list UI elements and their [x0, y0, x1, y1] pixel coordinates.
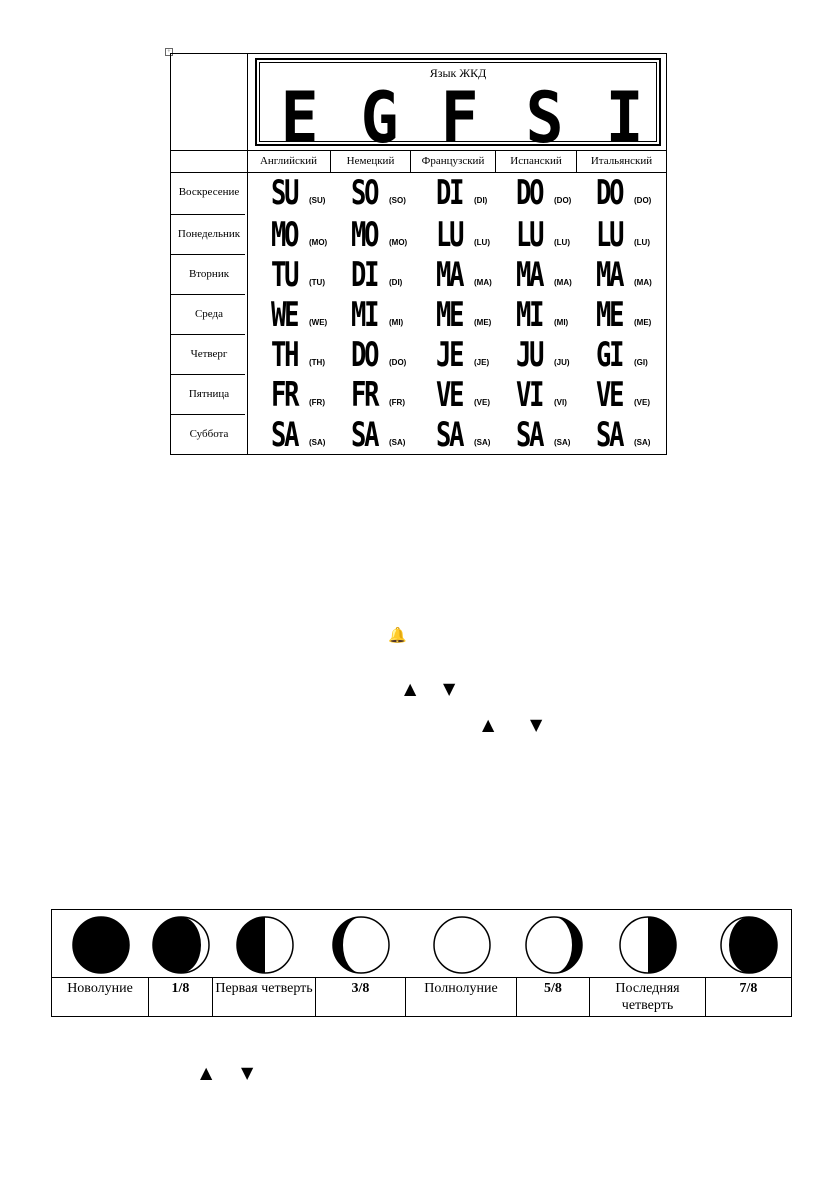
- table-divider: [171, 414, 245, 415]
- weekday-code-caption: (VE): [634, 398, 650, 407]
- weekday-code-caption: (SU): [309, 196, 326, 205]
- weekday-code-caption: (MA): [474, 278, 492, 287]
- lcd-weekday-code: TU: [271, 255, 298, 295]
- weekday-code-caption: (SA): [309, 438, 326, 447]
- moon-phase-icon: [316, 910, 406, 977]
- svg-text:F: F: [440, 82, 479, 146]
- lcd-weekday-code: VE: [596, 375, 623, 415]
- lcd-weekday-code: JU: [516, 335, 543, 375]
- weekday-code-cell: [436, 335, 520, 375]
- lcd-weekday-code: MA: [596, 255, 623, 295]
- language-italian: Итальянский: [590, 155, 653, 167]
- weekday-label: Вторник: [188, 268, 230, 280]
- lcd-letter-i: [602, 82, 652, 146]
- weekday-label: Среда: [194, 308, 224, 320]
- bell-icon: 🔔: [388, 626, 407, 644]
- moon-phase-icon: [517, 910, 590, 977]
- lcd-weekday-code: MI: [351, 295, 378, 335]
- lcd-letter-g: [357, 82, 407, 146]
- weekday-code-caption: (DO): [389, 358, 407, 367]
- weekday-code-caption: (GI): [634, 358, 648, 367]
- moon-phase-label: Новолуние: [52, 978, 149, 1016]
- weekday-code-cell: [436, 295, 520, 335]
- table-anchor-icon: +: [165, 48, 173, 56]
- weekday-code-caption: (WE): [309, 318, 328, 327]
- lcd-weekday-code: TH: [271, 335, 298, 375]
- svg-text:S: S: [525, 82, 564, 146]
- weekday-code-caption: (LU): [554, 238, 570, 247]
- moon-phase-icon: [590, 910, 706, 977]
- language-french: Французский: [411, 150, 496, 172]
- up-arrow-icon: ▲: [404, 679, 417, 698]
- lcd-weekday-code: MO: [271, 215, 298, 255]
- lcd-weekday-code: LU: [596, 215, 623, 255]
- weekday-code-cell: [436, 415, 520, 455]
- svg-text:I: I: [605, 82, 644, 146]
- lcd-weekday-code: DI: [436, 173, 463, 213]
- weekday-code-cell: [516, 215, 600, 255]
- weekday-code-cell: [271, 215, 355, 255]
- lcd-weekday-code: SA: [596, 415, 623, 455]
- lcd-weekday-code: MI: [516, 295, 543, 335]
- lcd-display: [255, 58, 661, 146]
- lcd-weekday-code: SA: [516, 415, 543, 455]
- weekday-code-cell: [596, 415, 680, 455]
- table-divider: [171, 254, 245, 255]
- language-english: Английский: [247, 150, 331, 172]
- lcd-weekday-code: MO: [351, 215, 378, 255]
- moon-phase-label: 3/8: [316, 978, 406, 1016]
- weekday-code-cell: [516, 335, 600, 375]
- weekday-code-caption: (TU): [309, 278, 325, 287]
- weekday-code-cell: [271, 415, 355, 455]
- lcd-weekday-code: SU: [271, 173, 298, 213]
- lcd-weekday-code: SA: [271, 415, 298, 455]
- weekday-code-cell: [271, 375, 355, 415]
- language-spanish: Испанский: [496, 150, 577, 172]
- down-arrow-icon: ▼: [443, 679, 456, 698]
- weekday-code-caption: (MI): [389, 318, 404, 327]
- weekday-code-caption: (MA): [554, 278, 572, 287]
- language-german: Немецкий: [331, 150, 411, 172]
- weekday-code-caption: (FR): [309, 398, 325, 407]
- moon-phase-label: Полнолуние: [406, 978, 517, 1016]
- moon-phase-icon: [213, 910, 316, 977]
- weekday-code-caption: (DI): [474, 196, 488, 205]
- weekday-code-caption: (VI): [554, 398, 567, 407]
- weekday-code-caption: (JE): [474, 358, 490, 367]
- weekday-code-cell: [516, 375, 600, 415]
- weekday-code-cell: [436, 375, 520, 415]
- weekday-code-caption: (FR): [389, 398, 405, 407]
- lcd-weekday-code: SO: [351, 173, 378, 213]
- weekday-code-caption: (ME): [634, 318, 652, 327]
- weekday-code-cell: [596, 173, 680, 213]
- moon-phase-label: 7/8: [739, 981, 758, 996]
- lcd-letter-e: [277, 82, 327, 146]
- lcd-weekday-code: GI: [596, 335, 623, 375]
- weekday-label: Понедельник: [177, 228, 241, 240]
- lcd-weekday-code: SA: [436, 415, 463, 455]
- weekday-code-caption: (DO): [634, 196, 652, 205]
- table-divider: [247, 54, 248, 454]
- weekday-code-cell: [596, 295, 680, 335]
- weekday-code-caption: (SA): [554, 438, 571, 447]
- svg-text:E: E: [280, 82, 319, 146]
- weekday-code-caption: (MA): [634, 278, 652, 287]
- language-header-row: [247, 150, 666, 172]
- weekday-code-cell: [271, 255, 355, 295]
- weekday-code-caption: (SA): [474, 438, 491, 447]
- lcd-weekday-code: SA: [351, 415, 378, 455]
- weekday-code-caption: (SO): [389, 196, 406, 205]
- lcd-weekday-code: LU: [436, 215, 463, 255]
- moon-phase-label: 1/8: [149, 978, 213, 1016]
- lcd-weekday-code: DI: [351, 255, 378, 295]
- table-divider: [171, 334, 245, 335]
- lcd-language-table: [170, 53, 667, 455]
- moon-phase-icon: [149, 910, 213, 977]
- table-divider: [171, 172, 666, 173]
- weekday-code-cell: [516, 295, 600, 335]
- weekday-code-cell: [271, 335, 355, 375]
- lcd-letter-f: [437, 82, 487, 146]
- weekday-code-cell: [271, 295, 355, 335]
- lcd-letter-s: [522, 82, 572, 146]
- weekday-code-cell: [351, 255, 435, 295]
- weekday-code-cell: [596, 215, 680, 255]
- lcd-weekday-code: WE: [271, 295, 298, 335]
- svg-text:G: G: [360, 82, 399, 146]
- lcd-weekday-code: MA: [436, 255, 463, 295]
- weekday-code-caption: (MO): [309, 238, 328, 247]
- weekday-code-caption: (JU): [554, 358, 570, 367]
- lcd-weekday-code: ME: [436, 295, 463, 335]
- weekday-code-caption: (DO): [554, 196, 572, 205]
- weekday-code-cell: [436, 173, 520, 213]
- weekday-code-cell: [516, 173, 600, 213]
- weekday-code-caption: (TH): [309, 358, 325, 367]
- table-divider: [171, 374, 245, 375]
- weekday-code-caption: (DI): [389, 278, 403, 287]
- lcd-title: Язык ЖКД: [429, 66, 487, 80]
- lcd-weekday-code: FR: [271, 375, 298, 415]
- lcd-weekday-code: FR: [351, 375, 378, 415]
- weekday-label: Четверг: [190, 348, 228, 360]
- weekday-code-cell: [351, 375, 435, 415]
- moon-phase-label: Последняя четверть: [590, 978, 706, 1016]
- weekday-label: Пятница: [188, 388, 230, 400]
- lcd-weekday-code: JE: [436, 335, 463, 375]
- moon-phase-label: Первая четверть: [213, 978, 316, 1016]
- lcd-weekday-code: DO: [516, 173, 543, 213]
- weekday-code-caption: (LU): [634, 238, 650, 247]
- weekday-code-cell: [596, 255, 680, 295]
- weekday-code-cell: [351, 215, 435, 255]
- table-divider: [171, 214, 245, 215]
- weekday-code-caption: (MI): [554, 318, 569, 327]
- table-divider: [171, 294, 245, 295]
- weekday-code-cell: [351, 335, 435, 375]
- weekday-label: Воскресение: [178, 186, 240, 198]
- weekday-code-cell: [596, 335, 680, 375]
- weekday-code-caption: (SA): [389, 438, 406, 447]
- weekday-code-caption: (SA): [634, 438, 651, 447]
- weekday-code-cell: [436, 255, 520, 295]
- weekday-code-cell: [271, 173, 355, 213]
- weekday-code-cell: [516, 255, 600, 295]
- weekday-code-caption: (MO): [389, 238, 408, 247]
- up-arrow-icon: ▲: [482, 715, 495, 734]
- weekday-code-caption: (ME): [474, 318, 492, 327]
- weekday-code-cell: [351, 173, 435, 213]
- moon-phase-icon: [52, 910, 149, 977]
- lcd-weekday-code: MA: [516, 255, 543, 295]
- weekday-code-cell: [436, 215, 520, 255]
- weekday-code-caption: (VE): [474, 398, 490, 407]
- lcd-weekday-code: LU: [516, 215, 543, 255]
- weekday-code-cell: [351, 415, 435, 455]
- weekday-code-cell: [516, 415, 600, 455]
- moon-phase-table: [51, 909, 792, 1017]
- lcd-weekday-code: VE: [436, 375, 463, 415]
- weekday-label: Суббота: [189, 428, 229, 440]
- lcd-weekday-code: DO: [596, 173, 623, 213]
- down-arrow-icon: ▼: [241, 1063, 254, 1082]
- weekday-code-cell: [596, 375, 680, 415]
- down-arrow-icon: ▼: [530, 715, 543, 734]
- lcd-weekday-code: VI: [516, 375, 543, 415]
- lcd-weekday-code: ME: [596, 295, 623, 335]
- moon-phase-icon: [406, 910, 517, 977]
- weekday-code-caption: (LU): [474, 238, 490, 247]
- up-arrow-icon: ▲: [200, 1063, 213, 1082]
- lcd-weekday-code: DO: [351, 335, 378, 375]
- moon-phase-icon: [706, 910, 791, 977]
- moon-phase-label: 5/8: [517, 978, 590, 1016]
- weekday-code-cell: [351, 295, 435, 335]
